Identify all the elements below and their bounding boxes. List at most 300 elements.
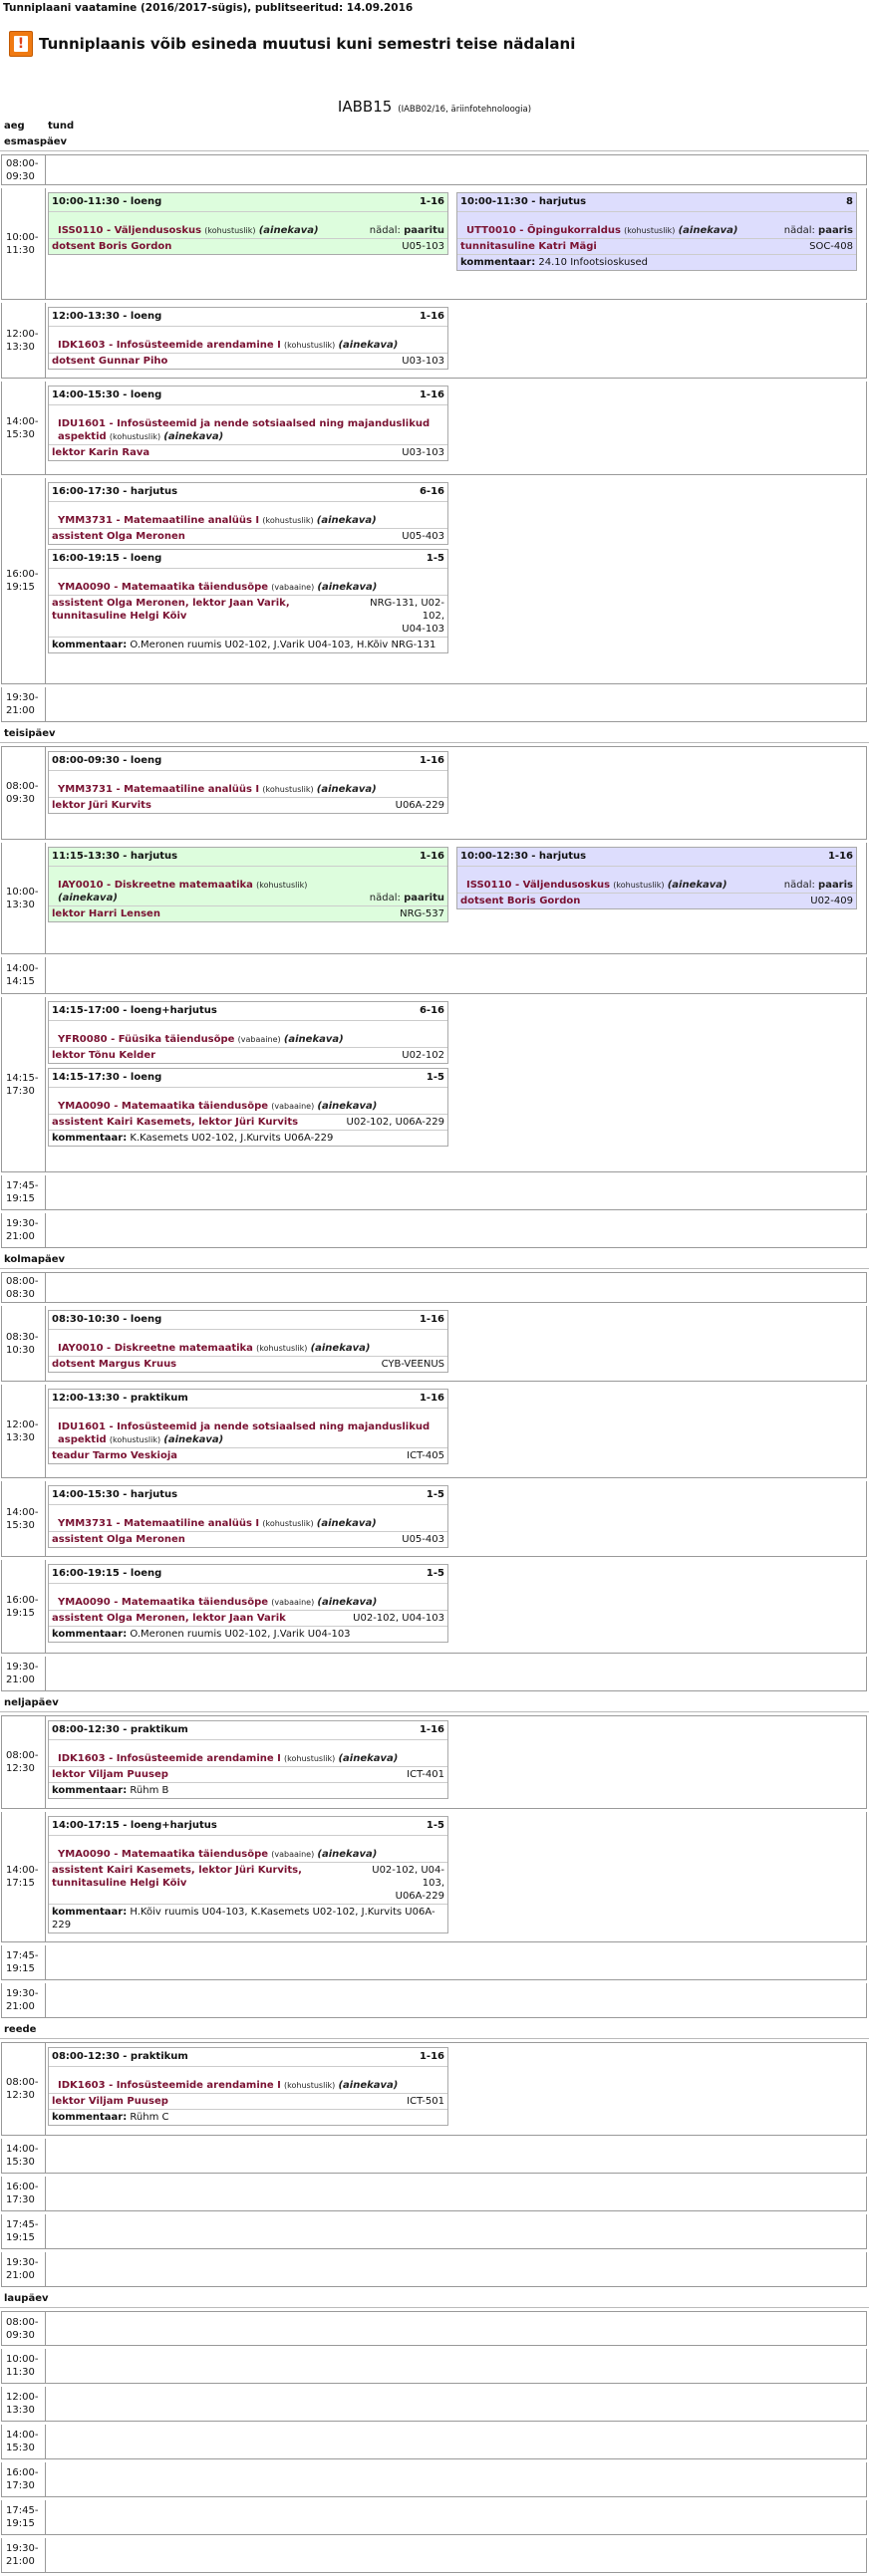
subject-tag: (kohustuslik) [284,2081,336,2090]
lesson-weeks: 1-16 [419,196,444,207]
lesson-lecturer-row [49,1447,447,1463]
lesson-card[interactable] [48,1068,448,1147]
room-label: U06A-229 [395,800,444,811]
slot-content [46,1657,866,1690]
lesson-card[interactable] [48,1816,448,1933]
lesson-time-type: 12:00-13:30 - praktikum [52,1393,188,1404]
lesson-time-type: 08:30-10:30 - loeng [52,1314,162,1325]
room-label: U02-409 [810,896,853,906]
subject-link[interactable]: IDK1603 - Infosüsteemide arendamine I [58,1753,281,1764]
lesson-subject-block [58,1517,377,1530]
lesson-comment [49,1130,447,1146]
lesson-comment [49,1904,447,1932]
lesson-card[interactable] [48,1389,448,1464]
room-label: U03-103 [402,447,444,458]
lesson-weeks: 1-16 [419,389,444,400]
slot-time: 14:00- 15:30 [2,2139,46,2173]
week-label: nädal: [783,225,815,236]
slot-content [46,2462,866,2496]
lesson-card[interactable] [48,307,448,370]
day-header: laupäev [0,2290,869,2308]
lesson-card[interactable] [48,549,448,653]
slot-time: 14:00- 15:30 [2,382,46,474]
slot-column [48,386,448,465]
slot-column [48,2047,448,2130]
week-value: paaris [818,225,853,236]
lesson-lecturer-row [49,1356,447,1372]
time-slot-row [1,746,867,840]
time-slot-row [1,2311,867,2346]
time-slot-row [1,1175,867,1210]
room-label: U03-103 [402,356,444,367]
group-code: IABB15 [337,98,393,116]
page-header: Tunniplaani vaatamine (2016/2017-sügis), publitseeritud: 14.09.2016 [3,2,414,14]
lesson-subject-row [49,1504,447,1531]
lesson-card[interactable] [48,1485,448,1548]
lecturer-link[interactable]: dotsent Margus Kruus [52,1359,177,1370]
slot-time: 12:00- 13:30 [2,1385,46,1477]
time-slot-row [1,2387,867,2422]
ainekava-link[interactable]: (ainekava) [678,225,738,236]
time-slot-row [1,1385,867,1478]
ainekava-link[interactable]: (ainekava) [338,1753,399,1764]
week-value: paaritu [404,225,444,236]
lesson-lecturer-row [457,238,856,254]
lesson-subject-block [58,783,377,796]
lesson-header [49,193,447,211]
lesson-subject-row [49,1087,447,1114]
comment-label: kommentaar: [52,640,128,650]
slot-time: 10:00- 11:30 [2,188,46,299]
ainekava-link[interactable]: (ainekava) [163,431,224,442]
slot-content [46,1812,866,1941]
room-label: ICT-401 [407,1769,444,1780]
lesson-subject-block [58,1752,398,1765]
subject-tag: (kohustuslik) [204,226,256,235]
subject-link[interactable]: YMM3731 - Matemaatiline analüüs I [58,515,260,526]
lesson-lecturer-row [49,905,447,921]
time-slot-row [1,154,867,185]
ainekava-link[interactable]: (ainekava) [316,515,377,526]
lesson-time-type: 14:00-15:30 - loeng [52,389,162,400]
slot-column [48,1816,448,1937]
slot-time: 14:00- 15:30 [2,1481,46,1556]
comment-label: kommentaar: [52,1785,128,1796]
lecturer-link[interactable]: dotsent Boris Gordon [52,241,172,252]
lesson-subject-block [58,224,319,237]
week-label: nädal: [783,880,815,891]
lesson-header [49,1311,447,1329]
subject-tag: (kohustuslik) [109,432,161,441]
time-slot-row [1,1213,867,1248]
lesson-header [49,1390,447,1408]
lesson-header [49,483,447,501]
lesson-header [49,1486,447,1504]
lesson-card[interactable] [456,192,857,271]
slot-column [48,751,448,818]
lecturer-link[interactable]: lektor Harri Lensen [52,908,160,919]
column-headers [0,120,869,133]
warning-icon: ! [9,31,33,57]
column-lesson: tund [48,121,75,131]
ainekava-link[interactable]: (ainekava) [317,1849,378,1860]
day-header: neljapäev [0,1694,869,1712]
lesson-card[interactable] [48,751,448,814]
time-slot-row [1,2349,867,2384]
lesson-subject-block [58,1596,377,1609]
week-value: paaritu [404,893,444,903]
lesson-subject-block [58,339,398,352]
week-parity [370,892,444,904]
day-header: esmaspäev [0,133,869,151]
time-slot-row [1,1560,867,1654]
slot-time: 19:30- 21:00 [2,2252,46,2286]
subject-link[interactable]: IDU1601 - Infosüsteemid ja nende sotsiaalsed ning majanduslikud aspektid [58,418,431,442]
lesson-header [49,1721,447,1739]
ainekava-link[interactable]: (ainekava) [283,1034,344,1045]
slot-content [46,1175,866,1209]
lesson-card[interactable] [48,482,448,545]
time-slot-row [1,1306,867,1382]
lesson-subject-row [49,1739,447,1766]
subject-tag: (kohustuslik) [624,226,676,235]
subject-link[interactable]: YMA0090 - Matemaatika täiendusõpe [58,582,269,593]
lesson-card[interactable] [456,847,857,909]
slot-content [46,2387,866,2421]
lesson-time-type: 10:00-11:30 - harjutus [460,196,587,207]
comment-text: O.Meronen ruumis U02-102, J.Varik U04-103 [130,1629,351,1640]
week-value: paaris [818,880,853,891]
room-label: NRG-131, U02-102, U04-103 [370,598,444,635]
room-label: U05-403 [402,531,444,542]
time-slot-row [1,687,867,722]
lesson-header [457,193,856,211]
lesson-lecturer-row [49,444,447,460]
slot-time: 12:00- 13:30 [2,303,46,378]
slot-content [46,1213,866,1247]
lesson-time-type: 14:15-17:00 - loeng+harjutus [52,1005,217,1016]
time-slot-row [1,478,867,684]
lesson-weeks: 1-5 [426,1489,444,1500]
lesson-weeks: 1-16 [419,755,444,766]
lesson-subject-row [49,1583,447,1610]
lesson-weeks: 1-5 [426,553,444,564]
lesson-lecturer-row [49,797,447,813]
slot-time: 16:00- 19:15 [2,1560,46,1653]
lesson-time-type: 08:00-12:30 - praktikum [52,2051,188,2062]
slot-time: 14:00- 15:30 [2,2425,46,2458]
lesson-card[interactable] [48,2047,448,2126]
slot-content [46,2177,866,2210]
subject-link[interactable]: ISS0110 - Väljendusoskus [58,225,202,236]
slot-time: 14:00- 14:15 [2,957,46,993]
lesson-header [49,752,447,770]
slot-time: 19:30- 21:00 [2,1983,46,2017]
lecturer-link[interactable]: lektor Tõnu Kelder [52,1050,156,1061]
lesson-lecturer-row [457,893,856,908]
lesson-lecturer-row [49,1862,447,1904]
slot-column [48,1485,448,1552]
subject-tag: (vabaaine) [237,1035,281,1044]
slot-content [46,1273,866,1302]
lecturer-link[interactable]: dotsent Boris Gordon [460,896,581,906]
time-slot-row [1,843,867,954]
slot-content [46,2312,866,2345]
slot-content [46,188,866,299]
lesson-time-type: 14:00-15:30 - harjutus [52,1489,178,1500]
subject-link[interactable]: IDK1603 - Infosüsteemide arendamine I [58,2080,281,2091]
comment-label: kommentaar: [52,1907,128,1918]
subject-link[interactable]: YMA0090 - Matemaatika täiendusõpe [58,1597,269,1608]
lesson-subject-block [466,879,727,892]
lesson-lecturer-row [49,353,447,369]
ainekava-link[interactable]: (ainekava) [317,582,378,593]
subject-link[interactable]: IAY0010 - Diskreetne matemaatika [58,1343,253,1354]
slot-time: 16:00- 19:15 [2,478,46,683]
subject-tag: (kohustuslik) [256,881,308,890]
subject-link[interactable]: ISS0110 - Väljendusoskus [466,880,611,891]
lesson-weeks: 1-5 [426,1072,444,1083]
time-slot-row [1,303,867,379]
lecturer-link[interactable]: assistent Olga Meronen [52,1534,185,1545]
lesson-header [49,1069,447,1087]
ainekava-link[interactable]: (ainekava) [338,340,399,351]
lesson-subject-block [58,1420,444,1446]
subject-link[interactable]: YFR0080 - Füüsika täiendusõpe [58,1034,235,1045]
lesson-card[interactable] [48,1564,448,1643]
time-slot-row [1,1983,867,2018]
lesson-lecturer-row [49,1047,447,1063]
slot-time: 10:00- 13:30 [2,843,46,953]
week-parity [784,879,853,892]
slot-time: 19:30- 21:00 [2,1657,46,1690]
slot-column [456,847,857,913]
lesson-weeks: 8 [846,196,853,207]
slot-content [46,997,866,1171]
ainekava-link[interactable]: (ainekava) [317,1101,378,1112]
slot-time: 16:00- 17:30 [2,2462,46,2496]
slot-time: 08:00- 08:30 [2,1273,46,1302]
week-parity [784,224,853,237]
comment-label: kommentaar: [52,2112,128,2123]
room-label: ICT-405 [407,1450,444,1461]
lesson-lecturer-row [49,1114,447,1130]
lecturer-link[interactable]: teadur Tarmo Veskioja [52,1450,178,1461]
lesson-time-type: 14:00-17:15 - loeng+harjutus [52,1820,217,1831]
room-label: U02-102, U04-103 [353,1613,444,1624]
subject-tag: (vabaaine) [271,1850,315,1859]
subject-tag: (kohustuslik) [262,785,314,794]
ainekava-link[interactable]: (ainekava) [338,2080,399,2091]
time-slot-row [1,2139,867,2174]
subject-link[interactable]: YMA0090 - Matemaatika täiendusõpe [58,1849,269,1860]
subject-tag: (vabaaine) [271,1102,315,1111]
slot-column [48,307,448,374]
time-slot-row [1,1945,867,1980]
time-slot-row [1,2425,867,2459]
slot-content [46,1385,866,1477]
room-label: U05-403 [402,1534,444,1545]
lesson-comment [457,254,856,270]
lesson-time-type: 12:00-13:30 - loeng [52,311,162,322]
subject-link[interactable]: YMM3731 - Matemaatiline analüüs I [58,1518,260,1529]
lesson-time-type: 16:00-19:15 - loeng [52,553,162,564]
slot-content [46,687,866,721]
subject-link[interactable]: IDK1603 - Infosüsteemide arendamine I [58,340,281,351]
slot-content [46,843,866,953]
lesson-card[interactable] [48,1310,448,1373]
slot-time: 17:45- 19:15 [2,1175,46,1209]
lecturer-link[interactable]: assistent Olga Meronen [52,531,185,542]
time-slot-row [1,188,867,300]
week-label: nädal: [369,225,401,236]
lesson-card[interactable] [48,847,448,922]
week-parity [370,224,444,237]
lecturer-link[interactable]: lektor Viljam Puusep [52,2096,168,2107]
time-slot-row [1,957,867,994]
slot-column [48,1564,448,1647]
lecturer-link[interactable]: assistent Olga Meronen, lektor Jaan Varik [52,1613,286,1624]
room-label: U02-102 [402,1050,444,1061]
lesson-lecturer-row [49,1610,447,1626]
room-label: ICT-501 [407,2096,444,2107]
slot-content [46,1560,866,1653]
lesson-lecturer-row [49,1531,447,1547]
ainekava-link[interactable]: (ainekava) [310,1343,371,1354]
time-slot-row [1,2177,867,2211]
subject-tag: (vabaaine) [271,1598,315,1607]
lesson-subject-block [58,1342,370,1355]
ainekava-link[interactable]: (ainekava) [58,893,118,903]
time-slot-row [1,2042,867,2136]
lesson-time-type: 10:00-12:30 - harjutus [460,851,587,862]
slot-time: 19:30- 21:00 [2,1213,46,1247]
lesson-subject-block [58,2079,398,2092]
day-header: teisipäev [0,725,869,743]
slot-column [48,482,448,657]
warning-text: Tunniplaanis võib esineda muutusi kuni semestri teise nädalani [39,35,576,53]
ainekava-link[interactable]: (ainekava) [163,1434,224,1445]
lecturer-link[interactable]: assistent Kairi Kasemets, lektor Jüri Kurvits, tunnitasuline Helgi Kõiv [52,1865,302,1889]
lesson-subject-row [49,211,447,238]
ainekava-link[interactable]: (ainekava) [317,1597,378,1608]
slot-time: 08:00- 12:30 [2,2043,46,2135]
lesson-header [49,2048,447,2066]
subject-tag: (vabaaine) [271,583,315,592]
slot-content [46,155,866,184]
lesson-subject-block [58,1033,344,1046]
slot-content [46,2349,866,2383]
comment-label: kommentaar: [52,1629,128,1640]
lesson-card[interactable] [48,1001,448,1064]
comment-text: H.Kõiv ruumis U04-103, K.Kasemets U02-102, J.Kurvits U06A-229 [52,1907,435,1931]
comment-text: 24.10 Infootsioskused [538,257,649,268]
lesson-lecturer-row [49,238,447,254]
slot-time: 08:00- 09:30 [2,2312,46,2345]
lecturer-link[interactable]: assistent Olga Meronen, lektor Jaan Varik, tunnitasuline Helgi Kõiv [52,598,290,622]
slot-column [48,192,448,259]
slot-column [48,1001,448,1151]
slot-content [46,303,866,378]
subject-link[interactable]: IAY0010 - Diskreetne matemaatika [58,880,253,891]
slot-content [46,1983,866,2017]
slot-content [46,2043,866,2135]
ainekava-link[interactable]: (ainekava) [258,225,319,236]
room-label: U05-103 [402,241,444,252]
lesson-lecturer-row [49,595,447,637]
lesson-weeks: 1-16 [419,851,444,862]
subject-link[interactable]: UTT0010 - Õpingukorraldus [466,225,621,236]
lecturer-link[interactable]: assistent Kairi Kasemets, lektor Jüri Kurvits [52,1117,299,1128]
slot-content [46,2214,866,2248]
lesson-header [49,1002,447,1020]
slot-column [48,1310,448,1377]
lesson-subject-row [457,866,856,893]
lecturer-link[interactable]: dotsent Gunnar Piho [52,356,168,367]
lesson-card[interactable] [48,1720,448,1799]
lesson-header [457,848,856,866]
lecturer-link[interactable]: tunnitasuline Katri Mägi [460,241,597,252]
lesson-header [49,550,447,568]
slot-column [48,1389,448,1468]
room-label: U02-102, U04-103, U06A-229 [372,1865,444,1902]
room-label: NRG-537 [400,908,444,919]
ainekava-link[interactable]: (ainekava) [316,784,377,795]
subject-link[interactable]: YMA0090 - Matemaatika täiendusõpe [58,1101,269,1112]
subject-link[interactable]: IDU1601 - Infosüsteemid ja nende sotsiaalsed ning majanduslikud aspektid [58,1421,431,1445]
slot-time: 10:00- 11:30 [2,2349,46,2383]
slot-time: 14:00- 17:15 [2,1812,46,1941]
lesson-subject-block [58,1848,377,1861]
lesson-card[interactable] [48,386,448,461]
lesson-card[interactable] [48,192,448,255]
slot-time: 08:00- 12:30 [2,1716,46,1808]
subject-tag: (kohustuslik) [262,1519,314,1528]
lesson-subject-block [466,224,737,237]
slot-content [46,2500,866,2534]
time-slot-row [1,382,867,475]
slot-content [46,747,866,839]
lesson-subject-block [58,1100,377,1113]
subject-tag: (kohustuslik) [284,1754,336,1763]
lesson-time-type: 10:00-11:30 - loeng [52,196,162,207]
comment-text: Rühm B [130,1785,169,1796]
lesson-subject-row [49,1408,447,1447]
lecturer-link[interactable]: lektor Viljam Puusep [52,1769,168,1780]
time-slot-row [1,1272,867,1303]
lecturer-link[interactable]: lektor Jüri Kurvits [52,800,151,811]
lecturer-link[interactable]: lektor Karin Rava [52,447,150,458]
lesson-subject-row [49,1329,447,1356]
slot-content [46,2139,866,2173]
slot-time: 19:30- 21:00 [2,2538,46,2572]
subject-tag: (kohustuslik) [109,1435,161,1444]
slot-content [46,1716,866,1808]
day-header: kolmapäev [0,1251,869,1269]
lesson-time-type: 11:15-13:30 - harjutus [52,851,178,862]
lesson-weeks: 6-16 [419,1005,444,1016]
subject-link[interactable]: YMM3731 - Matemaatiline analüüs I [58,784,260,795]
ainekava-link[interactable]: (ainekava) [667,880,727,891]
time-slot-row [1,2462,867,2497]
comment-text: K.Kasemets U02-102, J.Kurvits U06A-229 [130,1133,334,1144]
lesson-weeks: 1-5 [426,1820,444,1831]
ainekava-link[interactable]: (ainekava) [316,1518,377,1529]
slot-column [48,847,448,926]
warning-banner [9,30,869,58]
lesson-subject-row [49,1020,447,1047]
subject-tag: (kohustuslik) [262,516,314,525]
